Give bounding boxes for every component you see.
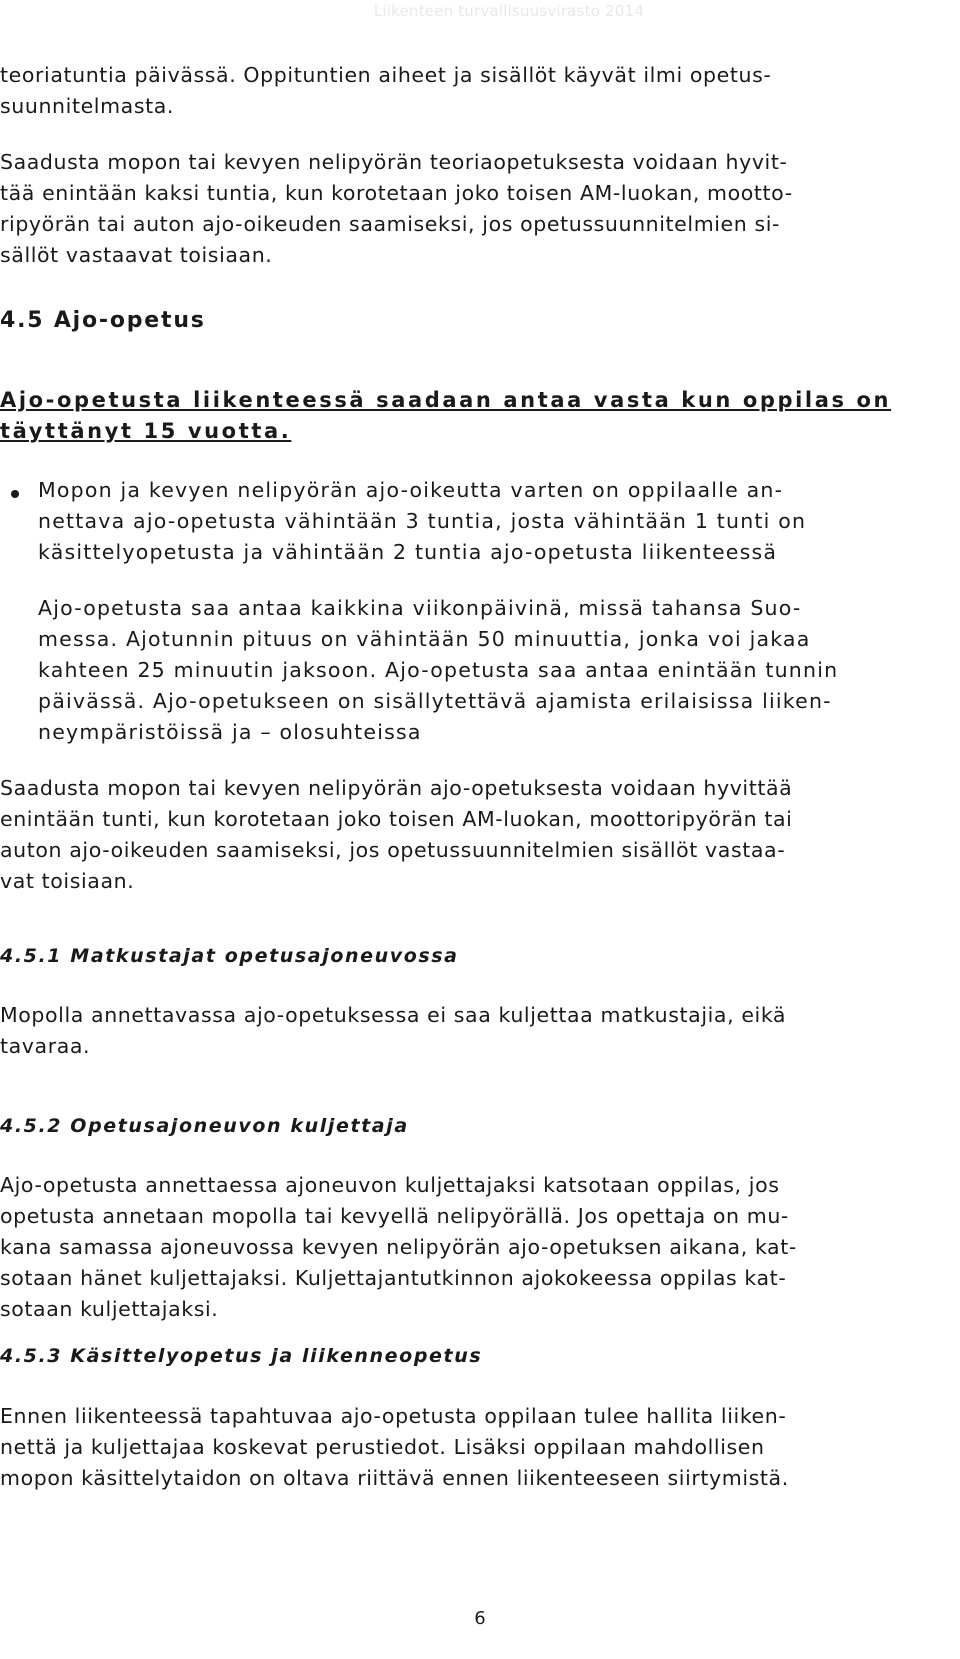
bullet-item-driving-hours: Mopon ja kevyen nelipyörän ajo-oikeutta varten on oppilaalle an- nettava ajo-opetusta vähintään 3 tuntia, josta vähintään 1 tunti on käsittelyopetusta ja vähintään 2 tuntia ajo-opetusta liikenteessä — [38, 478, 807, 564]
paragraph-driver: Ajo-opetusta annettaessa ajoneuvon kuljettajaksi katsotaan oppilas, jos opetusta annetaan mopolla tai kevyellä nelipyörällä. Jos opettaja on mu- kana samassa ajoneuvossa kevyen nelipyörän ajo-opetuksen aikana, kat- sotaan hänet kuljettajaksi. Kuljettajantutkinnon ajokokeessa oppilas kat- sotaan kuljettajaksi. — [0, 1173, 797, 1321]
heading-4-5: 4.5 Ajo-opetus — [0, 308, 206, 333]
paragraph-driving-rules: Ajo-opetusta saa antaa kaikkina viikonpäivinä, missä tahansa Suo- messa. Ajotunnin pituus on vähintään 50 minuuttia, jonka voi jakaa kahteen 25 minuutin jaksoon. Ajo-opetusta saa antaa enintään tunnin päivässä. Ajo-opetukseen on sisällytettävä ajamista erilaisissa liiken- neympäristöissä ja – olosuhteissa — [38, 596, 839, 744]
heading-4-5-2: 4.5.2 Opetusajoneuvon kuljettaja — [0, 1115, 409, 1137]
page-number: 6 — [474, 1608, 486, 1629]
age-requirement-notice: Ajo-opetusta liikenteessä saadaan antaa vasta kun oppilas on täyttänyt 15 vuotta. — [0, 388, 892, 443]
paragraph-theory-hours: teoriatuntia päivässä. Oppituntien aiheet ja sisällöt käyvät ilmi opetus- suunnitelmasta. — [0, 63, 772, 118]
paragraph-passengers: Mopolla annettavassa ajo-opetuksessa ei saa kuljettaa matkustajia, eikä tavaraa. — [0, 1003, 787, 1058]
paragraph-theory-credit: Saadusta mopon tai kevyen nelipyörän teoriaopetuksesta voidaan hyvit- tää enintään kaksi tuntia, kun korotetaan joko toisen AM-luokan, mootto- ripyörän tai auton ajo-oikeuden saamiseksi, jos opetussuunnitelmien si- sällöt vastaavat toisiaan. — [0, 150, 793, 267]
heading-4-5-1: 4.5.1 Matkustajat opetusajoneuvossa — [0, 945, 459, 967]
bullet-icon — [11, 490, 19, 498]
heading-4-5-3: 4.5.3 Käsittelyopetus ja liikenneopetus — [0, 1345, 483, 1367]
paragraph-handling-training: Ennen liikenteessä tapahtuvaa ajo-opetusta oppilaan tulee hallita liiken- nettä ja kuljettajaa koskevat perustiedot. Lisäksi oppilaan mahdollisen mopon käsittelytaidon on oltava riittävä ennen liikenteeseen siirtymistä. — [0, 1404, 789, 1490]
header-text: Liikenteen turvallisuusvirasto 2014 — [373, 2, 644, 20]
page-header — [0, 0, 960, 20]
paragraph-driving-credit: Saadusta mopon tai kevyen nelipyörän ajo-opetuksesta voidaan hyvittää enintään tunti, kun korotetaan joko toisen AM-luokan, moottoripyörän tai auton ajo-oikeuden saamiseksi, jos opetussuunnitelmien sisällöt vastaa- vat toisiaan. — [0, 776, 793, 893]
